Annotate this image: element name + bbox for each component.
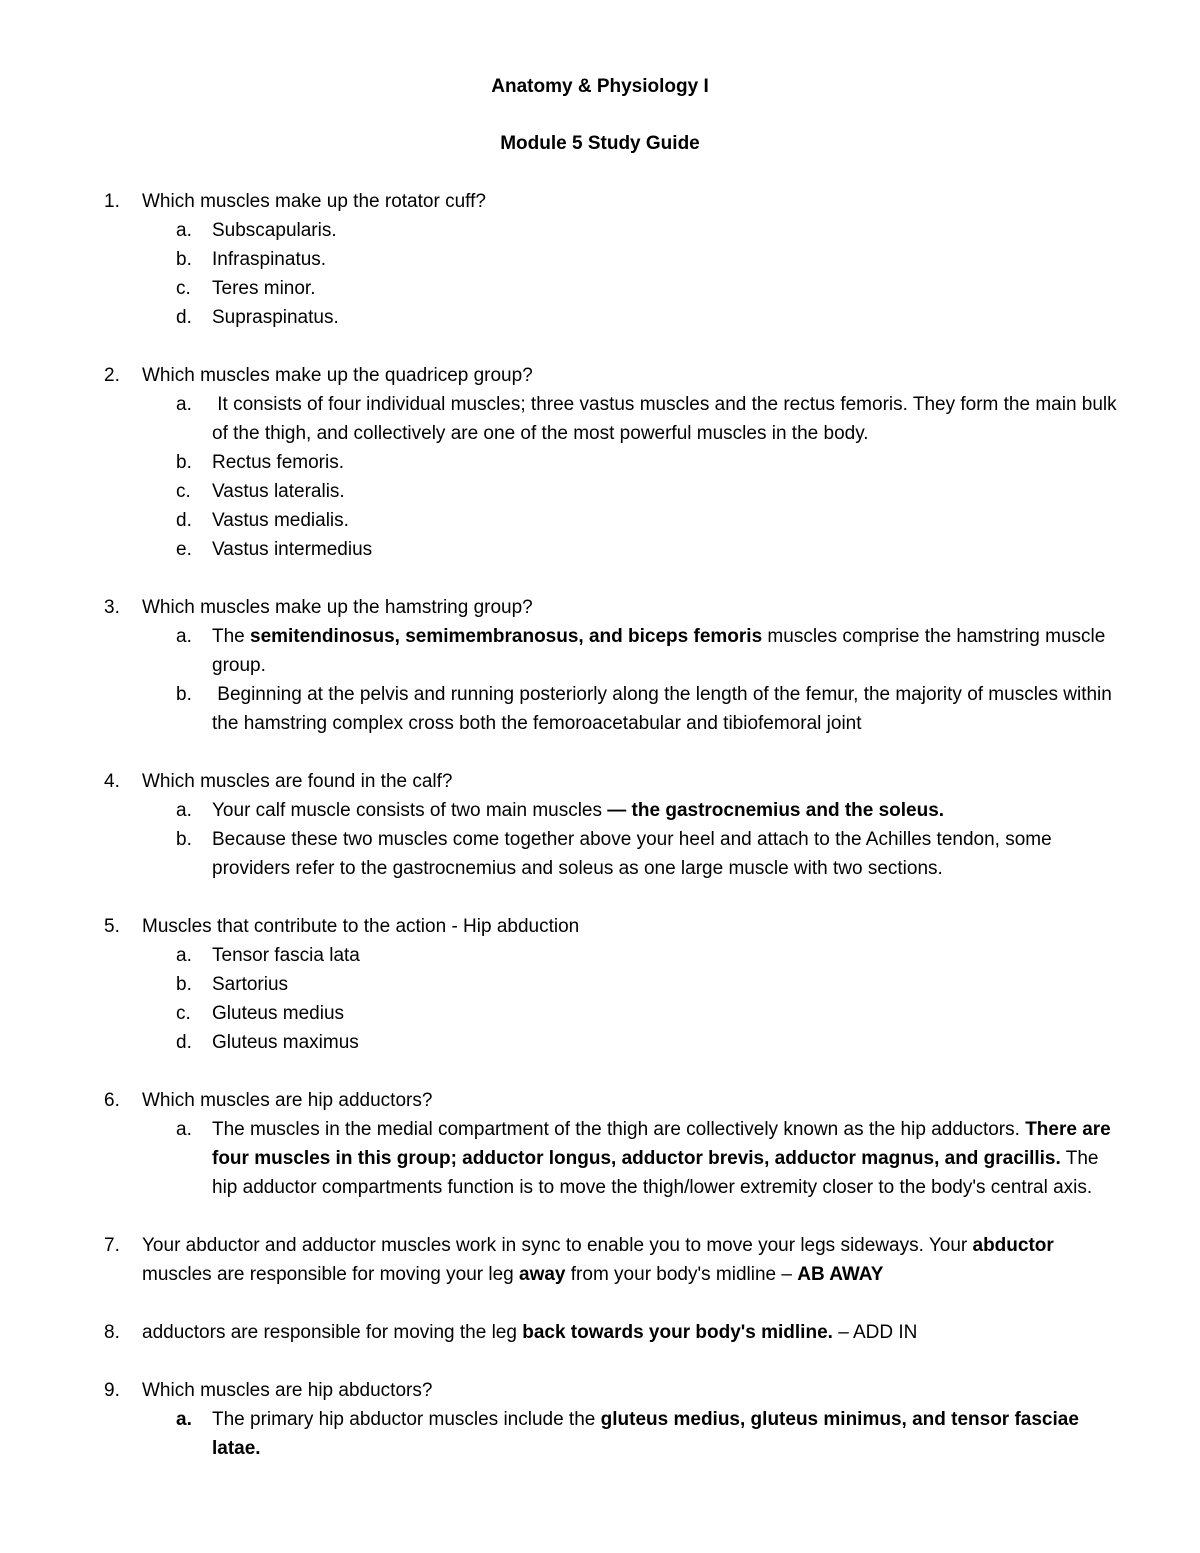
answer-list xyxy=(0,941,1200,1057)
answer-letter: c. xyxy=(176,278,191,299)
question-2 xyxy=(0,361,1200,564)
statement-text xyxy=(142,1231,1117,1289)
answer-letter: a. xyxy=(176,1119,192,1140)
answer-text: Beginning at the pelvis and running posteriorly along the length of the femur, the majority of muscles within the hamstring complex cross both the femoroacetabular and tibiofemoral joint xyxy=(212,684,1118,734)
answer-list xyxy=(0,1115,1200,1202)
statement-bold-part: away xyxy=(519,1264,566,1285)
answer-text: It consists of four individual muscles; three vastus muscles and the rectus femoris. They form the main bulk of the thigh, and collectively are one of the most powerful muscles in the body. xyxy=(212,394,1122,444)
question-text: Which muscles make up the rotator cuff? xyxy=(142,191,486,212)
statement-text xyxy=(142,1318,1117,1347)
answer-text: Teres minor. xyxy=(212,278,316,299)
answer-letter: a. xyxy=(176,1409,192,1430)
answer-item xyxy=(176,1405,1117,1463)
answer-item xyxy=(176,825,1117,883)
answer-letter: b. xyxy=(176,249,192,270)
answer-text: Subscapularis. xyxy=(212,220,337,241)
question-text: Which muscles make up the hamstring group? xyxy=(142,597,533,618)
answer-text-end: The hip adductor compartments function is to move the thigh/lower extremity closer to the body's central axis. xyxy=(212,1148,1104,1198)
statement-part: Your abductor and adductor muscles work in sync to enable you to move your legs sideways. Your xyxy=(142,1235,973,1256)
answer-text: Rectus femoris. xyxy=(212,452,344,473)
answer-letter: b. xyxy=(176,974,192,995)
answer-item xyxy=(176,970,1117,999)
question-number: 7. xyxy=(104,1235,120,1256)
answer-letter: a. xyxy=(176,394,192,415)
answer-letter: e. xyxy=(176,539,192,560)
answer-letter: a. xyxy=(176,220,192,241)
answer-bold-text: There are four muscles in this group; adductor longus, adductor brevis, adductor magnus, and gracillis. xyxy=(212,1119,1117,1169)
answer-text: Sartorius xyxy=(212,974,289,995)
statement-part: muscles are responsible for moving your leg xyxy=(142,1235,1060,1285)
answer-letter: a. xyxy=(176,800,192,821)
question-text: Muscles that contribute to the action - Hip abduction xyxy=(142,916,580,937)
answer-bold-text: gluteus medius, gluteus minimus, and tensor fasciae latae. xyxy=(212,1409,1085,1459)
answer-text-start: The muscles in the medial compartment of the thigh are collectively known as the hip adductors. xyxy=(212,1119,1026,1140)
answer-text: Gluteus maximus xyxy=(212,1032,359,1053)
answer-item xyxy=(176,796,1117,825)
statement-part: adductors are responsible for moving the leg xyxy=(142,1322,523,1343)
question-4 xyxy=(0,767,1200,883)
question-number: 2. xyxy=(104,365,120,386)
answer-list xyxy=(0,1405,1200,1463)
answer-item xyxy=(176,535,1117,564)
question-number: 6. xyxy=(104,1090,120,1111)
statement-bold-part: abductor xyxy=(972,1235,1054,1256)
question-9 xyxy=(0,1376,1200,1463)
answer-letter: a. xyxy=(176,626,192,647)
answer-item xyxy=(176,680,1118,738)
answer-text-start: Your calf muscle consists of two main muscles xyxy=(212,800,608,821)
answer-letter: b. xyxy=(176,829,192,850)
answer-item xyxy=(176,448,1117,477)
answer-item xyxy=(176,1115,1117,1202)
answer-bold-text: semitendinosus, semimembranosus, and biceps femoris xyxy=(250,626,763,647)
answer-item xyxy=(176,941,1117,970)
question-text: Which muscles are hip abductors? xyxy=(142,1380,433,1401)
answer-text: Vastus medialis. xyxy=(212,510,349,531)
answer-list xyxy=(0,622,1200,738)
answer-letter: b. xyxy=(176,452,192,473)
answer-item xyxy=(176,303,1117,332)
answer-bold-text: — the gastrocnemius and the soleus. xyxy=(607,800,945,821)
answer-letter: d. xyxy=(176,307,192,328)
answer-item xyxy=(176,1028,1117,1057)
statement-part: – ADD IN xyxy=(832,1322,918,1343)
answer-list xyxy=(0,216,1200,332)
question-6 xyxy=(0,1086,1200,1202)
answer-text: Infraspinatus. xyxy=(212,249,327,270)
answer-text: Vastus lateralis. xyxy=(212,481,345,502)
question-text: Which muscles make up the quadricep group? xyxy=(142,365,533,386)
answer-text-start: The xyxy=(212,626,251,647)
answer-letter: c. xyxy=(176,481,191,502)
answer-letter: c. xyxy=(176,1003,191,1024)
statement-bold-part: AB AWAY xyxy=(797,1264,884,1285)
question-7 xyxy=(0,1231,1200,1289)
answer-text-end: muscles comprise the hamstring muscle group. xyxy=(212,626,1111,676)
answer-item xyxy=(176,477,1117,506)
question-number: 4. xyxy=(104,771,120,792)
answer-text: Vastus intermedius xyxy=(212,539,373,560)
answer-letter: d. xyxy=(176,1032,192,1053)
answer-text: Because these two muscles come together above your heel and attach to the Achilles tendon, some providers refer to the gastrocnemius and soleus as one large muscle with two sections. xyxy=(212,829,1052,879)
answer-letter: d. xyxy=(176,510,192,531)
answer-letter: a. xyxy=(176,945,192,966)
question-number: 8. xyxy=(104,1322,120,1343)
question-3 xyxy=(0,593,1200,738)
answer-item xyxy=(176,274,1117,303)
course-title: Anatomy & Physiology I xyxy=(491,76,709,97)
question-number: 1. xyxy=(104,191,120,212)
question-text: Which muscles are found in the calf? xyxy=(142,771,453,792)
answer-list xyxy=(0,390,1200,564)
question-text: Which muscles are hip adductors? xyxy=(142,1090,433,1111)
question-list xyxy=(0,187,1200,1463)
question-number: 9. xyxy=(104,1380,120,1401)
question-5 xyxy=(0,912,1200,1057)
answer-text: Supraspinatus. xyxy=(212,307,339,328)
answer-text: Tensor fascia lata xyxy=(212,945,360,966)
answer-item xyxy=(176,622,1117,680)
answer-letter: b. xyxy=(176,684,192,705)
question-number: 5. xyxy=(104,916,120,937)
answer-text-start: The primary hip abductor muscles include the xyxy=(212,1409,601,1430)
answer-text: Gluteus medius xyxy=(212,1003,345,1024)
answer-item xyxy=(176,390,1122,448)
answer-list xyxy=(0,796,1200,883)
question-1 xyxy=(0,187,1200,332)
statement-part: from your body's midline – xyxy=(565,1264,798,1285)
answer-item xyxy=(176,216,1117,245)
statement-bold-part: back towards your body's midline. xyxy=(522,1322,833,1343)
answer-item xyxy=(176,245,1117,274)
answer-item xyxy=(176,999,1117,1028)
question-number: 3. xyxy=(104,597,120,618)
study-guide-title: Module 5 Study Guide xyxy=(500,133,700,154)
answer-item xyxy=(176,506,1117,535)
question-8 xyxy=(0,1318,1200,1347)
